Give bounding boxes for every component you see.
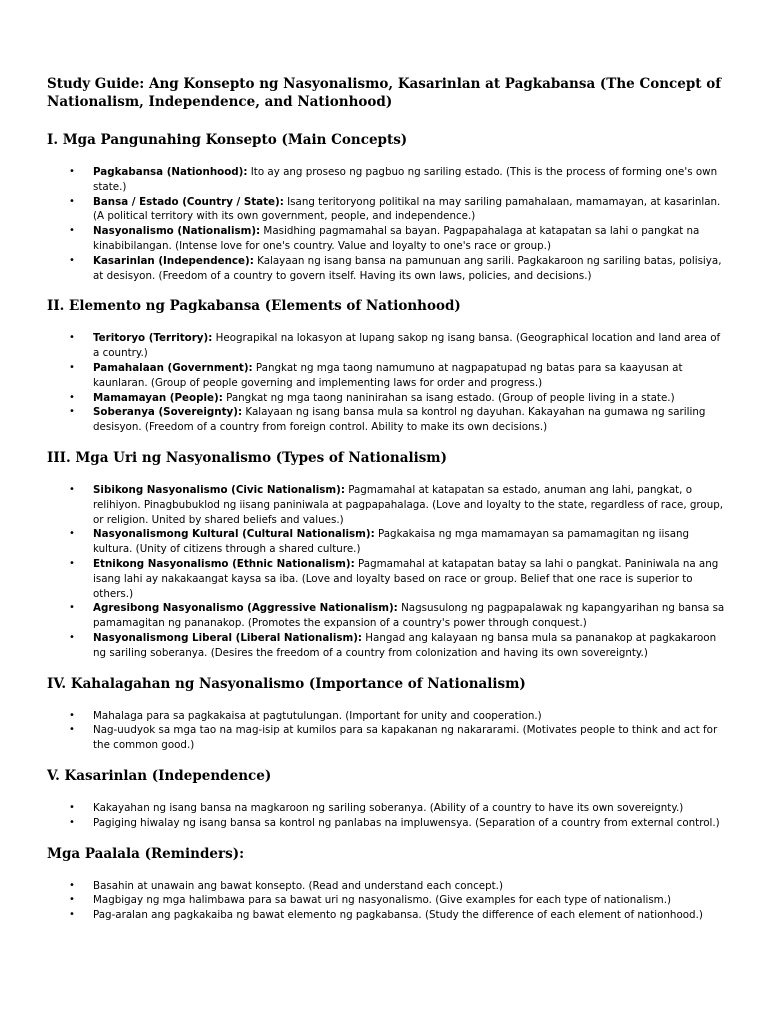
bullet-icon: • [69,166,75,177]
list-item [47,908,727,923]
bullet-icon: • [69,483,75,495]
bullet-list [47,331,727,435]
item-text: Pag-aralan ang pagkakaiba ng bawat elemento ng pagkabansa. (Study the difference of each element of nationhood.) [93,909,703,922]
item-text: Kakayahan ng isang bansa na magkaroon ng sariling soberanya. (Ability of a country to have its own sovereignty.) [93,801,684,814]
section-heading: II. Elemento ng Pagkabansa (Elements of Nationhood) [47,298,461,315]
section-heading: V. Kasarinlan (Independence) [47,767,272,784]
bullet-icon: • [69,528,75,540]
list-item [47,601,727,631]
item-text: Hangad ang kalayaan ng bansa mula sa pananakop at pagkakaroon ng sariling soberanya. (Desires the freedom of a country from colonization and having its own sovereignty.) [93,631,717,659]
bullet-icon: • [69,909,75,921]
item-text: Kalayaan ng isang bansa mula sa kontrol ng dayuhan. Kakayahan na gumawa ng sariling desisyon. (Freedom of a country from foreign control. Ability to make its own decisions.) [93,406,706,434]
list-item [47,879,727,894]
list-item [47,361,727,391]
document-page [47,75,727,937]
item-text: Pagiging hiwalay ng isang bansa sa kontrol ng panlabas na impluwensya. (Separation of a country from external control.) [93,816,720,829]
bullet-icon: • [69,724,75,736]
item-term: Bansa / Estado (Country / State): [93,195,284,208]
item-text: Isang teritoryong politikal na may sariling pamahalaan, mamamayan, at kasarinlan. (A political territory with its own government, people, and independence.) [93,195,721,223]
bullet-icon: • [69,254,75,266]
item-term: Mamamayan (People): [93,391,223,404]
list-item [47,224,727,254]
bullet-icon: • [69,709,75,721]
list-item [47,195,727,225]
bullet-icon: • [69,816,75,828]
item-text: Heograpikal na lokasyon at lupang sakop ng isang bansa. (Geographical location and land area of a country.) [93,332,721,360]
bullet-icon: • [69,894,75,906]
list-item [47,483,727,527]
bullet-list [47,165,727,283]
item-text: Mahalaga para sa pagkakaisa at pagtutulungan. (Important for unity and cooperation.) [93,709,542,722]
bullet-icon: • [69,557,75,569]
bullet-icon: • [69,406,75,418]
item-text: Pangkat ng mga taong namumuno at nagpapatupad ng batas para sa kaayusan at kaunlaran. (Group of people governing and implementing laws for order and progress.) [93,361,683,389]
list-item [47,557,727,601]
item-term: Agresibong Nasyonalismo (Aggressive Nationalism): [93,602,398,615]
section-heading: III. Mga Uri ng Nasyonalismo (Types of Nationalism) [47,449,447,466]
item-text: Pagmamahal at katapatan sa estado, anuman ang lahi, pangkat, o relihiyon. Pinagbubuklod ng iisang paniniwala at pagpapahalaga. (Love and loyalty to the state, regardless of race, group, or religion. United by shared beliefs and values.) [93,483,724,526]
list-item [47,391,727,406]
list-item [47,723,727,753]
list-item [47,405,727,435]
item-text: Pagkakaisa ng mga mamamayan sa pamamagitan ng iisang kultura. (Unity of citizens through a shared culture.) [93,528,690,556]
bullet-icon: • [69,631,75,643]
list-item [47,816,727,831]
bullet-icon: • [69,391,75,403]
list-item [47,709,727,724]
bullet-list [47,879,727,923]
list-item [47,801,727,816]
bullet-icon: • [69,879,75,891]
item-text: Pagmamahal at katapatan batay sa lahi o pangkat. Paniniwala na ang isang lahi ay nakakaangat kaysa sa iba. (Love and loyalty based on race or group. Belief that one race is superior to others.) [93,557,719,600]
list-item [47,331,727,361]
item-text: Masidhing pagmamahal sa bayan. Pagpapahalaga at katapatan sa lahi o pangkat na kinabibilangan. (Intense love for one's country. Value and loyalty to one's race or group.) [93,225,700,252]
bullet-list [47,801,727,831]
document-title: Study Guide: Ang Konsepto ng Nasyonalismo, Kasarinlan at Pagkabansa (The Concept of Nationalism, Independence, and Nationhood) [47,76,722,110]
item-term: Etnikong Nasyonalismo (Ethnic Nationalism): [93,557,355,570]
item-text: Basahin at unawain ang bawat konsepto. (Read and understand each concept.) [93,879,503,892]
item-text: Ito ay ang proseso ng pagbuo ng sariling estado. (This is the process of forming one's own state.) [93,166,718,193]
section-heading: IV. Kahalagahan ng Nasyonalismo (Importance of Nationalism) [47,675,526,692]
list-item [47,631,727,661]
list-item [47,254,727,284]
item-term: Teritoryo (Territory): [93,332,213,345]
item-text: Nagsusulong ng pagpapalawak ng kapangyarihan ng bansa sa pamamagitan ng pananakop. (Promotes the expansion of a country's power through conquest.) [93,602,725,630]
item-term: Nasyonalismo (Nationalism): [93,225,261,238]
item-term: Nasyonalismong Liberal (Liberal Nationalism): [93,631,363,644]
bullet-icon: • [69,332,75,344]
bullet-icon: • [69,602,75,614]
item-text: Pangkat ng mga taong naninirahan sa isang estado. (Group of people living in a state.) [222,391,675,404]
item-term: Sibikong Nasyonalismo (Civic Nationalism): [93,483,345,496]
bullet-list [47,483,727,661]
item-text: Magbigay ng mga halimbawa para sa bawat uri ng nasyonalismo. (Give examples for each type of nationalism.) [93,894,672,907]
list-item [47,165,727,195]
item-term: Soberanya (Sovereignty): [93,406,243,419]
item-term: Pagkabansa (Nationhood): [93,166,248,178]
sections-container [47,131,727,923]
item-text: Nag-uudyok sa mga tao na mag-isip at kumilos para sa kapakanan ng nakararami. (Motivates people to think and act for the common good.) [93,724,718,752]
item-term: Pamahalaan (Government): [93,361,253,374]
item-term: Nasyonalismong Kultural (Cultural Nationalism): [93,528,375,541]
list-item [47,527,727,557]
bullet-icon: • [69,225,75,237]
bullet-icon: • [69,801,75,813]
bullet-list [47,709,727,753]
bullet-icon: • [69,361,75,373]
section-heading: I. Mga Pangunahing Konsepto (Main Concepts) [47,132,408,148]
list-item [47,893,727,908]
item-term: Kasarinlan (Independence): [93,254,254,267]
item-text: Kalayaan ng isang bansa na pamunuan ang sarili. Pagkakaroon ng sariling batas, polisiya, at desisyon. (Freedom of a country to govern itself. Having its own laws, policies, and decisions.) [93,254,722,282]
bullet-icon: • [69,195,75,207]
section-heading: Mga Paalala (Reminders): [47,845,245,862]
